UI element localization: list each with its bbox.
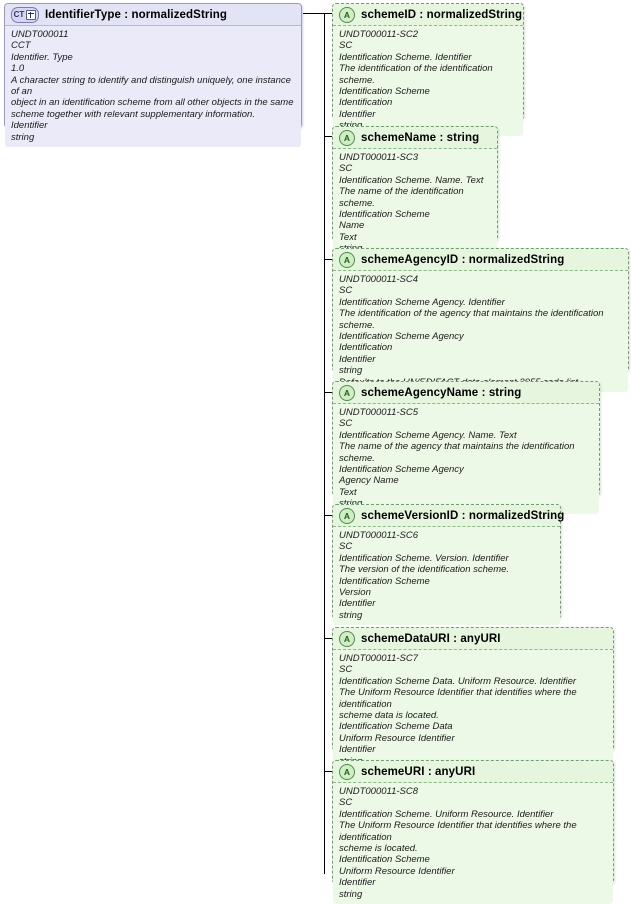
annotation-line: SC [339,541,353,553]
annotation-line: The identification of the identification scheme. [339,63,496,86]
attribute-icon [339,252,355,268]
annotation-line: Uniform Resource Identifier [339,732,455,744]
annotation-line: Identification [339,97,393,109]
node-attribute-schemename[interactable] [332,126,498,241]
annotation-line: scheme together with relevant supplementary information. [11,108,255,120]
annotation-line: UNDT000011-SC6 [339,530,419,541]
node-header [333,761,613,783]
attribute-icon-label: A [343,9,351,20]
node-annotation [333,404,599,514]
attribute-icon [339,130,355,146]
attribute-icon [339,631,355,647]
annotation-line: Identification [339,342,393,354]
annotation-line: Agency Name [339,475,399,487]
annotation-line: The name of the identification scheme. [339,186,467,209]
node-annotation [333,650,613,771]
attribute-icon-label: A [343,132,351,143]
annotation-line: Text [339,231,357,243]
complextype-icon-label: CT [13,10,25,19]
annotation-line: Version [339,587,371,599]
node-attribute-schemeagencyid[interactable] [332,248,629,377]
node-attribute-schemeid[interactable] [332,3,524,120]
annotation-line: 1.0 [11,63,25,75]
annotation-line: string [339,609,363,621]
annotation-line: Uniform Resource Identifier [339,865,455,877]
annotation-line: string [339,888,363,900]
node-annotation [333,527,560,625]
annotation-line: The identification of the agency that maintains the identification scheme. [339,308,607,331]
annotation-line: scheme is located. [339,843,418,855]
annotation-line: UNDT000011-SC7 [339,653,419,664]
annotation-line: Identification Scheme Data [339,721,453,733]
attribute-icon [339,385,355,401]
connector-root-stub [303,13,324,14]
node-attribute-schemedatauri[interactable] [332,627,614,756]
attribute-icon-label: A [343,387,351,398]
annotation-line: SC [339,285,353,297]
annotation-line: UNDT000011 [11,29,69,40]
annotation-line: The version of the identification scheme. [339,564,510,576]
annotation-line: SC [339,163,353,175]
annotation-line: Identification Scheme Agency [339,464,464,476]
attribute-icon [339,508,355,524]
node-annotation [333,271,628,392]
annotation-line: SC [339,664,353,676]
annotation-line: SC [339,797,353,809]
annotation-line: Identification Scheme. Uniform Resource. Identifier [339,808,554,820]
annotation-line: SC [339,418,353,430]
node-annotation [5,26,301,147]
annotation-line: UNDT000011-SC4 [339,274,419,285]
annotation-line: Identification Scheme. Name. Text [339,174,484,186]
node-attribute-schemeagencyname[interactable] [332,381,600,496]
node-header [333,249,628,271]
annotation-line: Identifier [339,353,376,365]
node-annotation [333,149,497,259]
expand-plus-icon[interactable] [26,10,36,20]
annotation-line: The Uniform Resource Identifier that identifies where the identification [339,820,580,843]
node-title: schemeDataURI : anyURI [361,632,501,645]
connector-branch [324,136,332,137]
annotation-line: scheme data is located. [339,710,439,722]
attribute-icon-label: A [343,254,351,265]
connector-branch [324,392,332,393]
connector-branch [324,259,332,260]
node-identifier-type[interactable] [4,3,302,143]
annotation-line: Identification Scheme [339,575,430,587]
annotation-line: UNDT000011-SC3 [339,152,419,163]
node-title: schemeID : normalizedString [361,8,523,21]
connector-trunk [324,13,325,874]
annotation-line: UNDT000011-SC2 [339,29,419,40]
annotation-line: Identifier [339,598,376,610]
attribute-icon-label: A [343,766,351,777]
connector-branch [324,771,332,772]
node-header [333,382,599,404]
attribute-icon-label: A [343,510,351,521]
attribute-icon-label: A [343,633,351,644]
node-attribute-schemeversionid[interactable] [332,504,565,621]
annotation-line: The Uniform Resource Identifier that identifies where the identification [339,687,580,710]
annotation-line: Identification Scheme Agency. Identifier [339,296,505,308]
node-header [333,628,613,650]
attribute-icon [339,764,355,780]
node-title: schemeAgencyID : normalizedString [361,253,565,266]
annotation-line: Identifier [339,877,376,889]
annotation-line: UNDT000011-SC8 [339,786,419,797]
annotation-line: A character string to identify and distinguish uniquely, one instance of an [11,74,294,98]
annotation-line: Identification Scheme [339,854,430,866]
node-title: IdentifierType : normalizedString [45,8,227,21]
connector-branch [324,638,332,639]
annotation-line: Name [339,220,365,232]
annotation-line: string [339,365,363,377]
annotation-line: Identification Scheme [339,86,430,98]
node-title: schemeName : string [361,131,480,144]
annotation-line: CCT [11,40,31,52]
node-attribute-schemeuri[interactable] [332,760,614,900]
annotation-line: Identification Scheme Data. Uniform Resource. Identifier [339,675,577,687]
node-header [5,4,301,26]
node-title: schemeURI : anyURI [361,765,476,778]
annotation-line: Identification Scheme [339,209,430,221]
attribute-icon [339,7,355,23]
annotation-line: object in an identification scheme from all other objects in the same [11,97,294,109]
node-annotation [333,26,523,136]
node-title: schemeAgencyName : string [361,386,522,399]
connector-branch [324,13,332,14]
annotation-line: The name of the agency that maintains the identification scheme. [339,441,578,464]
annotation-line: UNDT000011-SC5 [339,407,419,418]
annotation-line: Identification Scheme Agency [339,331,464,343]
complextype-icon [11,7,39,23]
annotation-line: Identifier [11,120,48,132]
annotation-line: string [11,131,35,143]
node-header [333,505,565,527]
node-header [333,127,497,149]
annotation-line: Identification Scheme Agency. Name. Text [339,429,517,441]
connector-branch [324,515,332,516]
annotation-line: Text [339,486,357,498]
annotation-line: SC [339,40,353,52]
annotation-line: Identifier. Type [11,51,73,63]
node-header [333,4,523,26]
annotation-line: Identifier [339,744,376,756]
node-title: schemeVersionID : normalizedString [361,509,565,522]
annotation-line: Identification Scheme. Identifier [339,51,472,63]
annotation-line: Identifier [339,108,376,120]
annotation-line: Identification Scheme. Version. Identifier [339,552,509,564]
node-annotation [333,783,613,904]
